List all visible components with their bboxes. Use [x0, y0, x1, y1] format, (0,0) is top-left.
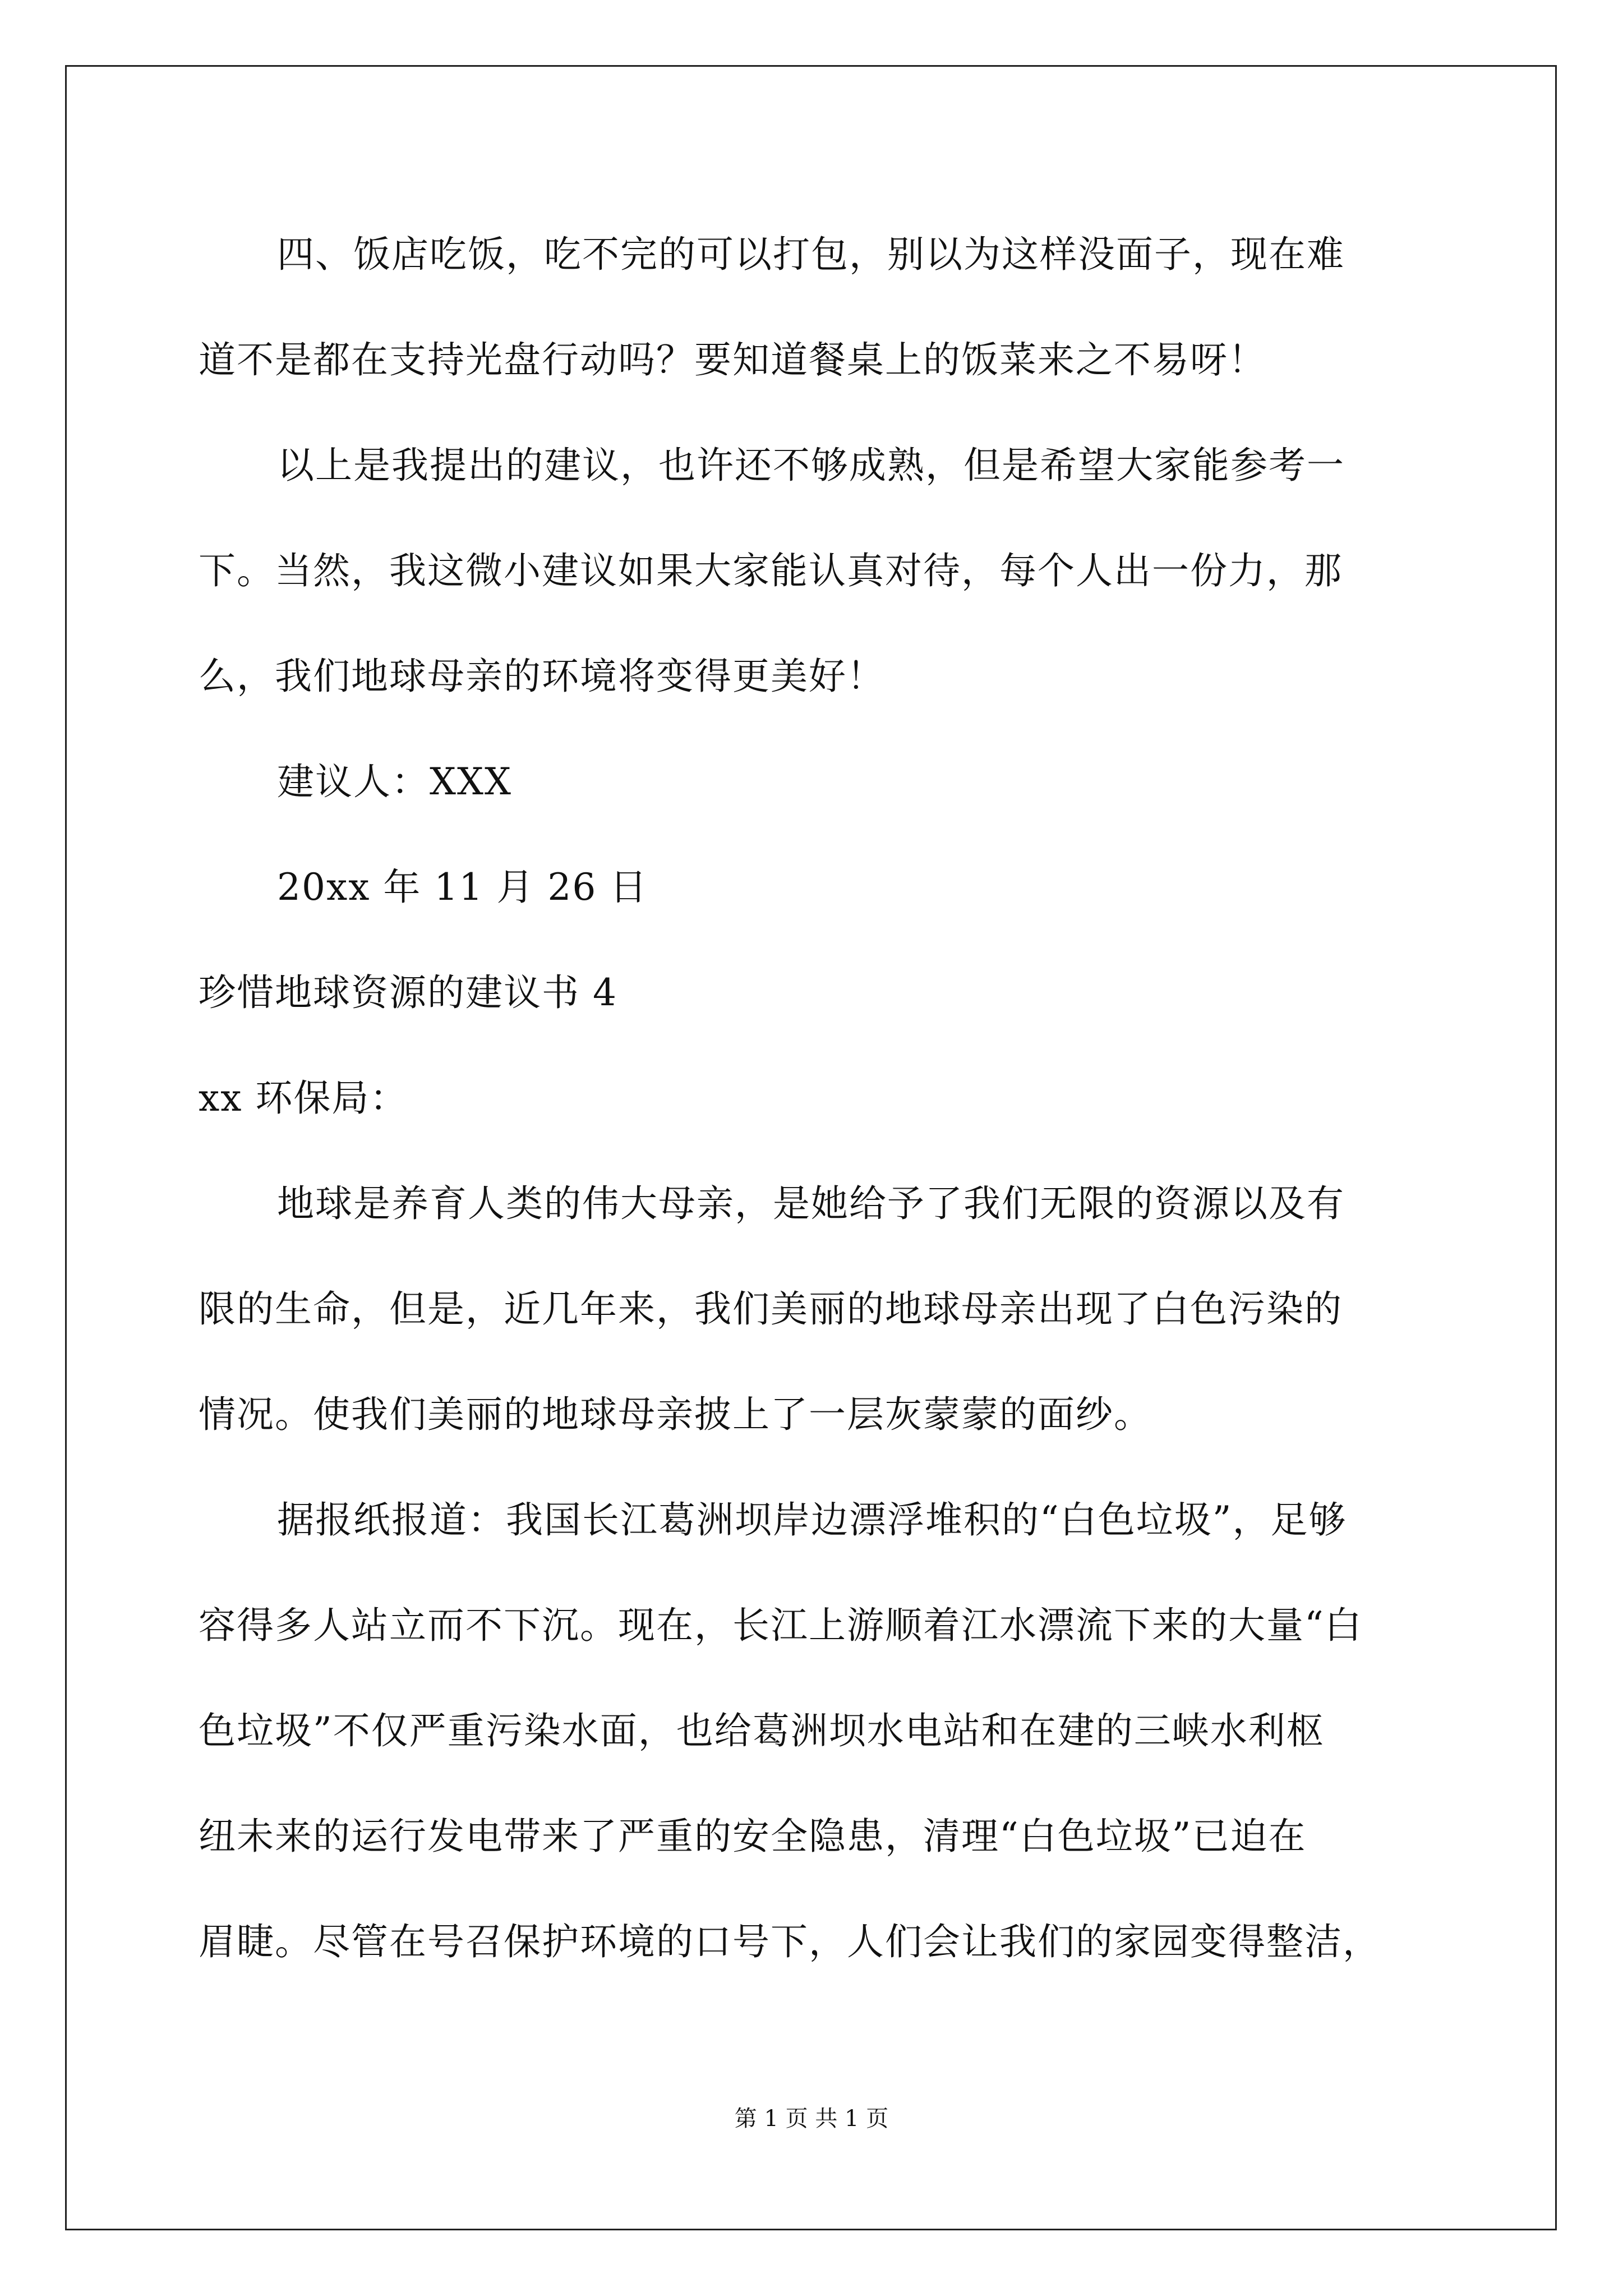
- paragraph-line: 以上是我提出的建议，也许还不够成熟，但是希望大家能参考一: [277, 444, 1345, 487]
- date-line: 20xx 年 11 月 26 日: [277, 866, 648, 909]
- paragraph-line: 限的生命，但是，近几年来，我们美丽的地球母亲出现了白色污染的: [199, 1287, 1343, 1331]
- salutation-line: xx 环保局：: [199, 1076, 408, 1120]
- paragraph-line: 么，我们地球母亲的环境将变得更美好！: [199, 655, 885, 698]
- paragraph-line: 纽未来的运行发电带来了严重的安全隐患，清理“白色垃圾”已迫在: [199, 1815, 1307, 1858]
- paragraph-line: 下。当然，我这微小建议如果大家能认真对待，每个人出一份力，那: [199, 549, 1343, 592]
- paragraph-line: 道不是都在支持光盘行动吗？要知道餐桌上的饭菜来之不易呀！: [199, 338, 1266, 381]
- page-number-footer: 第 1 页 共 1 页: [734, 2106, 889, 2132]
- paragraph-line: 眉睫。尽管在号召保护环境的口号下，人们会让我们的家园变得整洁，: [199, 1920, 1381, 1963]
- paragraph-line: 容得多人站立而不下沉。现在，长江上游顺着江水漂流下来的大量“白: [199, 1604, 1363, 1647]
- document-body: [199, 202, 1432, 1995]
- section-title: 珍惜地球资源的建议书 4: [199, 971, 617, 1014]
- paragraph-line: 色垃圾”不仅严重污染水面，也给葛洲坝水电站和在建的三峡水利枢: [199, 1709, 1325, 1752]
- signature-line: 建议人：XXX: [277, 760, 512, 803]
- paragraph-line: 据报纸报道：我国长江葛洲坝岸边漂浮堆积的“白色垃圾”，足够: [277, 1498, 1347, 1542]
- paragraph-line: 情况。使我们美丽的地球母亲披上了一层灰蒙蒙的面纱。: [199, 1393, 1152, 1436]
- paragraph-line: 地球是养育人类的伟大母亲，是她给予了我们无限的资源以及有: [277, 1182, 1345, 1225]
- paragraph-line: 四、饭店吃饭，吃不完的可以打包，别以为这样没面子，现在难: [277, 233, 1345, 276]
